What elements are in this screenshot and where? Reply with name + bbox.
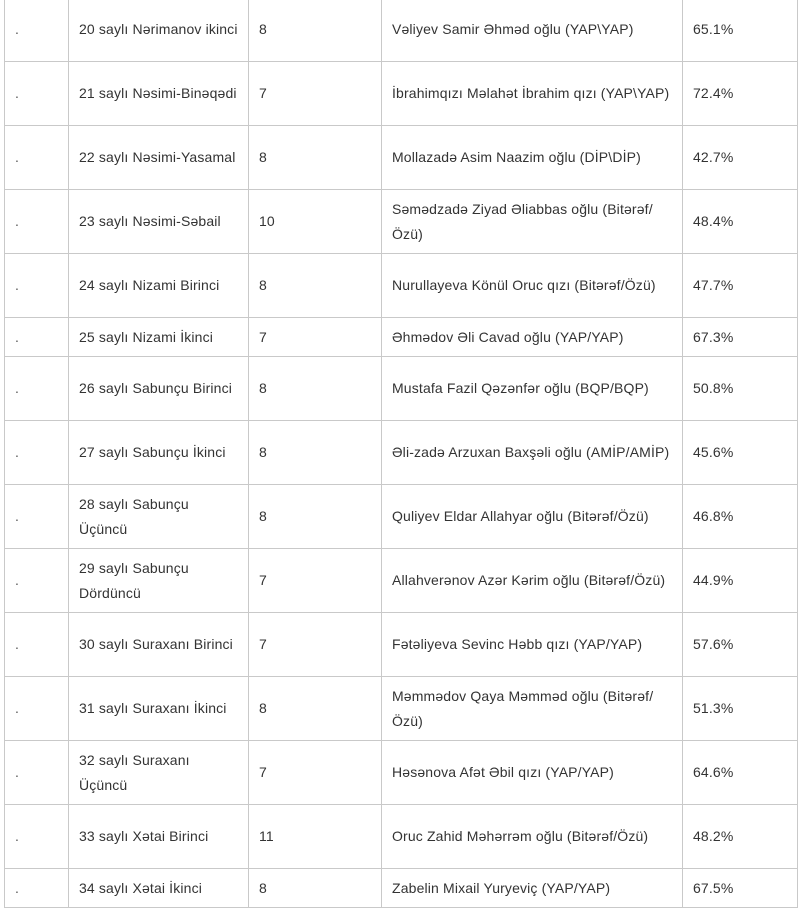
candidates-count-cell: 8 — [249, 126, 382, 190]
winner-cell: Məmmədov Qaya Məmməd oğlu (Bitərəf/Özü) — [382, 677, 683, 741]
row-number-cell: . — [5, 421, 69, 485]
table-row — [5, 485, 798, 549]
vote-percent-cell: 67.3% — [683, 318, 798, 357]
district-cell: 23 saylı Nəsimi-Səbail — [69, 190, 249, 254]
vote-percent-cell: 67.5% — [683, 869, 798, 908]
row-number-cell: . — [5, 318, 69, 357]
vote-percent-cell: 50.8% — [683, 357, 798, 421]
candidates-count-cell: 7 — [249, 318, 382, 357]
district-cell: 25 saylı Nizami İkinci — [69, 318, 249, 357]
district-cell: 33 saylı Xətai Birinci — [69, 805, 249, 869]
table-row — [5, 869, 798, 908]
winner-cell: Əhmədov Əli Cavad oğlu (YAP/YAP) — [382, 318, 683, 357]
vote-percent-cell: 48.2% — [683, 805, 798, 869]
table-row — [5, 126, 798, 190]
row-number-cell: . — [5, 549, 69, 613]
vote-percent-cell: 57.6% — [683, 613, 798, 677]
vote-percent-cell: 45.6% — [683, 421, 798, 485]
table-row — [5, 0, 798, 62]
district-cell: 24 saylı Nizami Birinci — [69, 254, 249, 318]
winner-cell: Nurullayeva Könül Oruc qızı (Bitərəf/Özü) — [382, 254, 683, 318]
candidates-count-cell: 7 — [249, 613, 382, 677]
row-number-cell: . — [5, 357, 69, 421]
vote-percent-cell: 51.3% — [683, 677, 798, 741]
district-cell: 28 saylı Sabunçu Üçüncü — [69, 485, 249, 549]
row-number-cell: . — [5, 677, 69, 741]
winner-cell: Zabelin Mixail Yuryeviç (YAP/YAP) — [382, 869, 683, 908]
vote-percent-cell: 47.7% — [683, 254, 798, 318]
table-row — [5, 805, 798, 869]
winner-cell: Həsənova Afət Əbil qızı (YAP/YAP) — [382, 741, 683, 805]
winner-cell: Əli-zadə Arzuxan Baxşəli oğlu (AMİP/AMİP) — [382, 421, 683, 485]
winner-cell: Səmədzadə Ziyad Əliabbas oğlu (Bitərəf/Özü) — [382, 190, 683, 254]
candidates-count-cell: 8 — [249, 485, 382, 549]
vote-percent-cell: 64.6% — [683, 741, 798, 805]
winner-cell: Fətəliyeva Sevinc Həbb qızı (YAP/YAP) — [382, 613, 683, 677]
district-cell: 27 saylı Sabunçu İkinci — [69, 421, 249, 485]
district-cell: 34 saylı Xətai İkinci — [69, 869, 249, 908]
district-cell: 30 saylı Suraxanı Birinci — [69, 613, 249, 677]
table-row — [5, 549, 798, 613]
winner-cell: Allahverənov Azər Kərim oğlu (Bitərəf/Özü) — [382, 549, 683, 613]
winner-cell: Mollazadə Asim Naazim oğlu (DİP\DİP) — [382, 126, 683, 190]
row-number-cell: . — [5, 254, 69, 318]
candidates-count-cell: 10 — [249, 190, 382, 254]
candidates-count-cell: 8 — [249, 357, 382, 421]
vote-percent-cell: 42.7% — [683, 126, 798, 190]
results-table-body — [5, 0, 798, 908]
vote-percent-cell: 65.1% — [683, 0, 798, 62]
table-row — [5, 613, 798, 677]
candidates-count-cell: 8 — [249, 254, 382, 318]
district-cell: 22 saylı Nəsimi-Yasamal — [69, 126, 249, 190]
winner-cell: Quliyev Eldar Allahyar oğlu (Bitərəf/Özü) — [382, 485, 683, 549]
district-cell: 20 saylı Nərimanov ikinci — [69, 0, 249, 62]
row-number-cell: . — [5, 613, 69, 677]
table-row — [5, 318, 798, 357]
candidates-count-cell: 7 — [249, 549, 382, 613]
row-number-cell: . — [5, 62, 69, 126]
district-cell: 32 saylı Suraxanı Üçüncü — [69, 741, 249, 805]
table-row — [5, 62, 798, 126]
table-row — [5, 190, 798, 254]
vote-percent-cell: 72.4% — [683, 62, 798, 126]
row-number-cell: . — [5, 805, 69, 869]
district-cell: 26 saylı Sabunçu Birinci — [69, 357, 249, 421]
candidates-count-cell: 7 — [249, 741, 382, 805]
candidates-count-cell: 11 — [249, 805, 382, 869]
row-number-cell: . — [5, 190, 69, 254]
row-number-cell: . — [5, 126, 69, 190]
candidates-count-cell: 8 — [249, 0, 382, 62]
table-row — [5, 677, 798, 741]
table-row — [5, 741, 798, 805]
table-row — [5, 421, 798, 485]
winner-cell: Vəliyev Samir Əhməd oğlu (YAP\YAP) — [382, 0, 683, 62]
vote-percent-cell: 48.4% — [683, 190, 798, 254]
winner-cell: Mustafa Fazil Qəzənfər oğlu (BQP/BQP) — [382, 357, 683, 421]
row-number-cell: . — [5, 485, 69, 549]
candidates-count-cell: 7 — [249, 62, 382, 126]
candidates-count-cell: 8 — [249, 677, 382, 741]
candidates-count-cell: 8 — [249, 869, 382, 908]
winner-cell: Oruc Zahid Məhərrəm oğlu (Bitərəf/Özü) — [382, 805, 683, 869]
vote-percent-cell: 46.8% — [683, 485, 798, 549]
row-number-cell: . — [5, 0, 69, 62]
row-number-cell: . — [5, 741, 69, 805]
row-number-cell: . — [5, 869, 69, 908]
winner-cell: İbrahimqızı Məlahət İbrahim qızı (YAP\YAP) — [382, 62, 683, 126]
candidates-count-cell: 8 — [249, 421, 382, 485]
district-cell: 31 saylı Suraxanı İkinci — [69, 677, 249, 741]
district-cell: 21 saylı Nəsimi-Binəqədi — [69, 62, 249, 126]
district-cell: 29 saylı Sabunçu Dördüncü — [69, 549, 249, 613]
vote-percent-cell: 44.9% — [683, 549, 798, 613]
table-row — [5, 357, 798, 421]
results-table — [4, 0, 798, 908]
table-row — [5, 254, 798, 318]
